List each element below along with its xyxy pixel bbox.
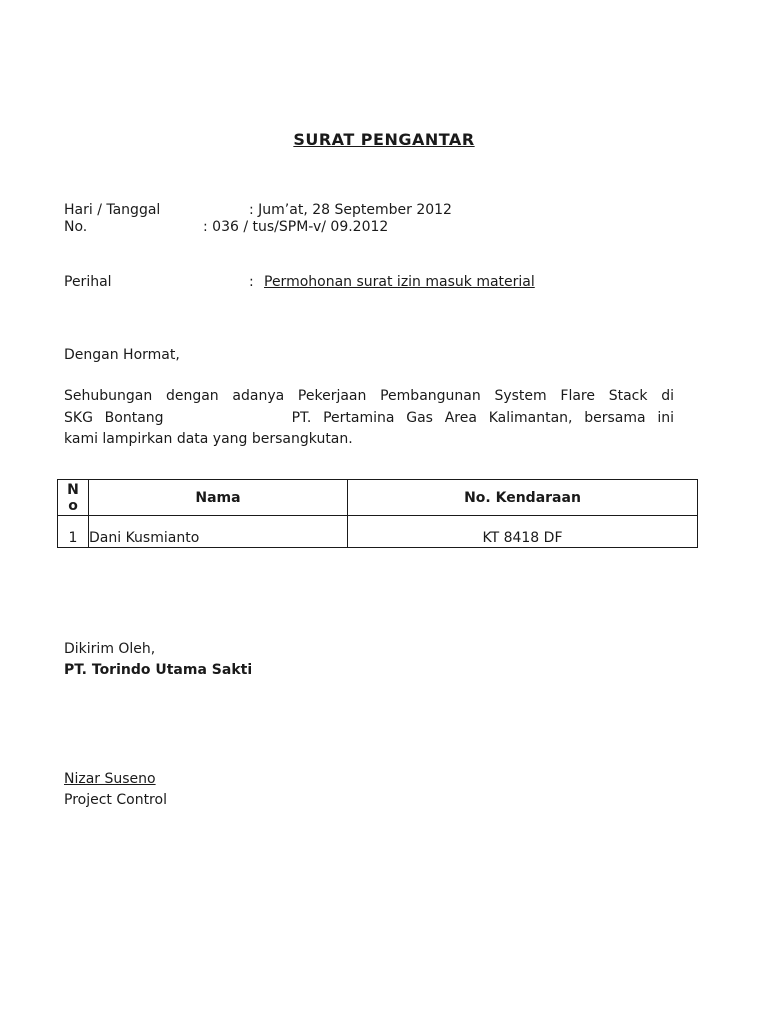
header-nama: Nama [89,480,348,516]
subject-value: Permohonan surat izin masuk material [264,274,535,290]
signatory-position: Project Control [64,792,167,808]
cell-no: 1 [58,516,89,548]
body-line-1: Sehubungan dengan adanya Pekerjaan Pembangunan System Flare Stack di [64,388,674,404]
date-label: Hari / Tanggal [64,202,161,218]
date-value: : Jum’at, 28 September 2012 [249,202,452,218]
cell-kendaraan: KT 8418 DF [348,516,698,548]
header-no-top: N [67,481,79,498]
sender-company: PT. Torindo Utama Sakti [64,662,253,678]
header-no [58,480,89,516]
number-label: No. [64,219,88,235]
header-kendaraan: No. Kendaraan [348,480,698,516]
subject-colon: : [249,274,254,290]
letter-title: SURAT PENGANTAR [293,130,475,149]
number-value: : 036 / tus/SPM-v/ 09.2012 [203,219,389,235]
table-header-row [58,480,698,516]
subject-label: Perihal [64,274,112,290]
cell-nama: Dani Kusmianto [89,516,348,548]
sent-by: Dikirim Oleh, [64,641,156,657]
body-line-2 [64,408,674,430]
salutation: Dengan Hormat, [64,347,180,363]
body-line-2-b: PT. Pertamina Gas Area Kalimantan, bersama ini [291,409,674,426]
vehicle-table [57,479,698,548]
signatory-name: Nizar Suseno [64,771,156,787]
body-line-3: kami lampirkan data yang bersangkutan. [64,431,353,447]
body-line-2-a: SKG Bontang [64,409,164,426]
body-paragraph [64,386,674,451]
table-row [58,516,698,548]
header-no-bottom: o [68,497,78,514]
